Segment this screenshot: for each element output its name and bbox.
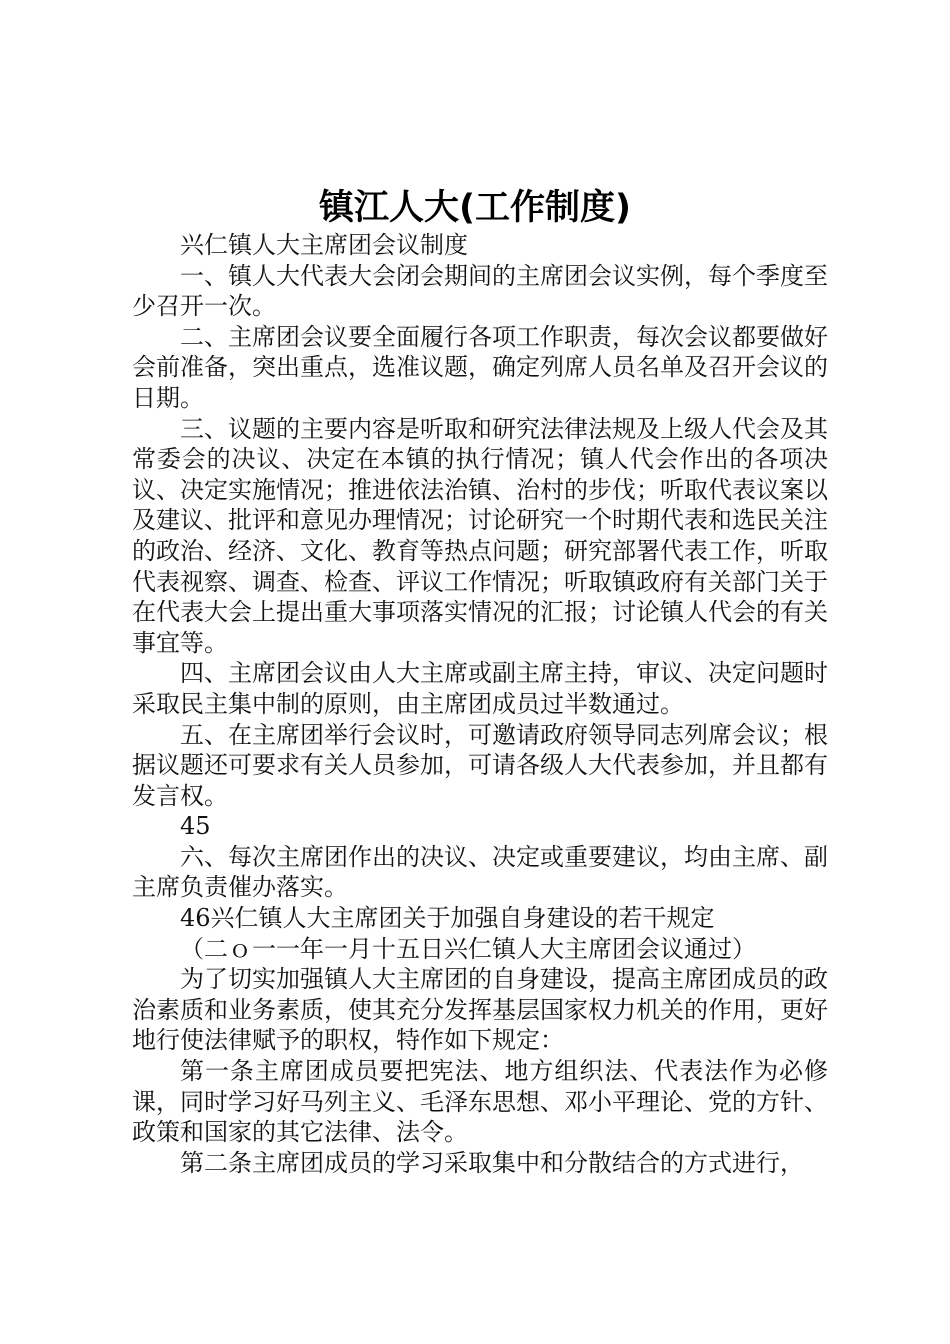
document-body bbox=[132, 230, 828, 1178]
paragraph-article-5: 五、在主席团举行会议时，可邀请政府领导同志列席会议；根据议题还可要求有关人员参加，可请各级人大代表参加，并且都有发言权。 bbox=[132, 720, 828, 810]
page-number-45: 45 bbox=[180, 812, 211, 841]
paragraph-preamble: 为了切实加强镇人大主席团的自身建设，提高主席团成员的政治素质和业务素质，使其充分发挥基层国家权力机关的作用，更好地行使法律赋予的职权，特作如下规定： bbox=[132, 965, 828, 1055]
paragraph-section-heading: 兴仁镇人大主席团会议制度 bbox=[180, 231, 468, 259]
paragraph-adoption-note: （二ｏ一一年一月十五日兴仁镇人大主席团会议通过） bbox=[180, 934, 756, 963]
document-title: 镇江人大(工作制度) bbox=[319, 188, 631, 228]
paragraph-clause-1: 第一条主席团成员要把宪法、地方组织法、代表法作为必修课，同时学习好马列主义、毛泽东思想、邓小平理论、党的方针、政策和国家的其它法律、法令。 bbox=[132, 1057, 828, 1147]
paragraph-regulation-heading: 46兴仁镇人大主席团关于加强自身建设的若干规定 bbox=[180, 904, 715, 933]
paragraph-article-1: 一、镇人大代表大会闭会期间的主席团会议实例，每个季度至少召开一次。 bbox=[132, 261, 828, 321]
paragraph-article-6: 六、每次主席团作出的决议、决定或重要建议，均由主席、副主席负责催办落实。 bbox=[132, 842, 828, 902]
paragraph-article-4: 四、主席团会议由人大主席或副主席主持，审议、决定问题时采取民主集中制的原则，由主席团成员过半数通过。 bbox=[132, 659, 828, 718]
paragraph-clause-2: 第二条主席团成员的学习采取集中和分散结合的方式进行， bbox=[180, 1148, 804, 1177]
paragraph-article-3: 三、议题的主要内容是听取和研究法律法规及上级人代会及其常委会的决议、决定在本镇的执行情况；镇人代会作出的各项决议、决定实施情况；推进依法治镇、治村的步伐；听取代表议案以及建议、批评和意见办理情况；讨论研究一个时期代表和选民关注的政治、经济、文化、教育等热点问题；研究部署代表工作，听取代表视察、调查、检查、评议工作情况；听取镇政府有关部门关于在代表大会上提出重大事项落实情况的汇报；讨论镇人代会的有关事宜等。 bbox=[132, 414, 828, 657]
paragraph-article-2: 二、主席团会议要全面履行各项工作职责，每次会议都要做好会前准备，突出重点，选准议题，确定列席人员名单及召开会议的日期。 bbox=[132, 322, 828, 412]
